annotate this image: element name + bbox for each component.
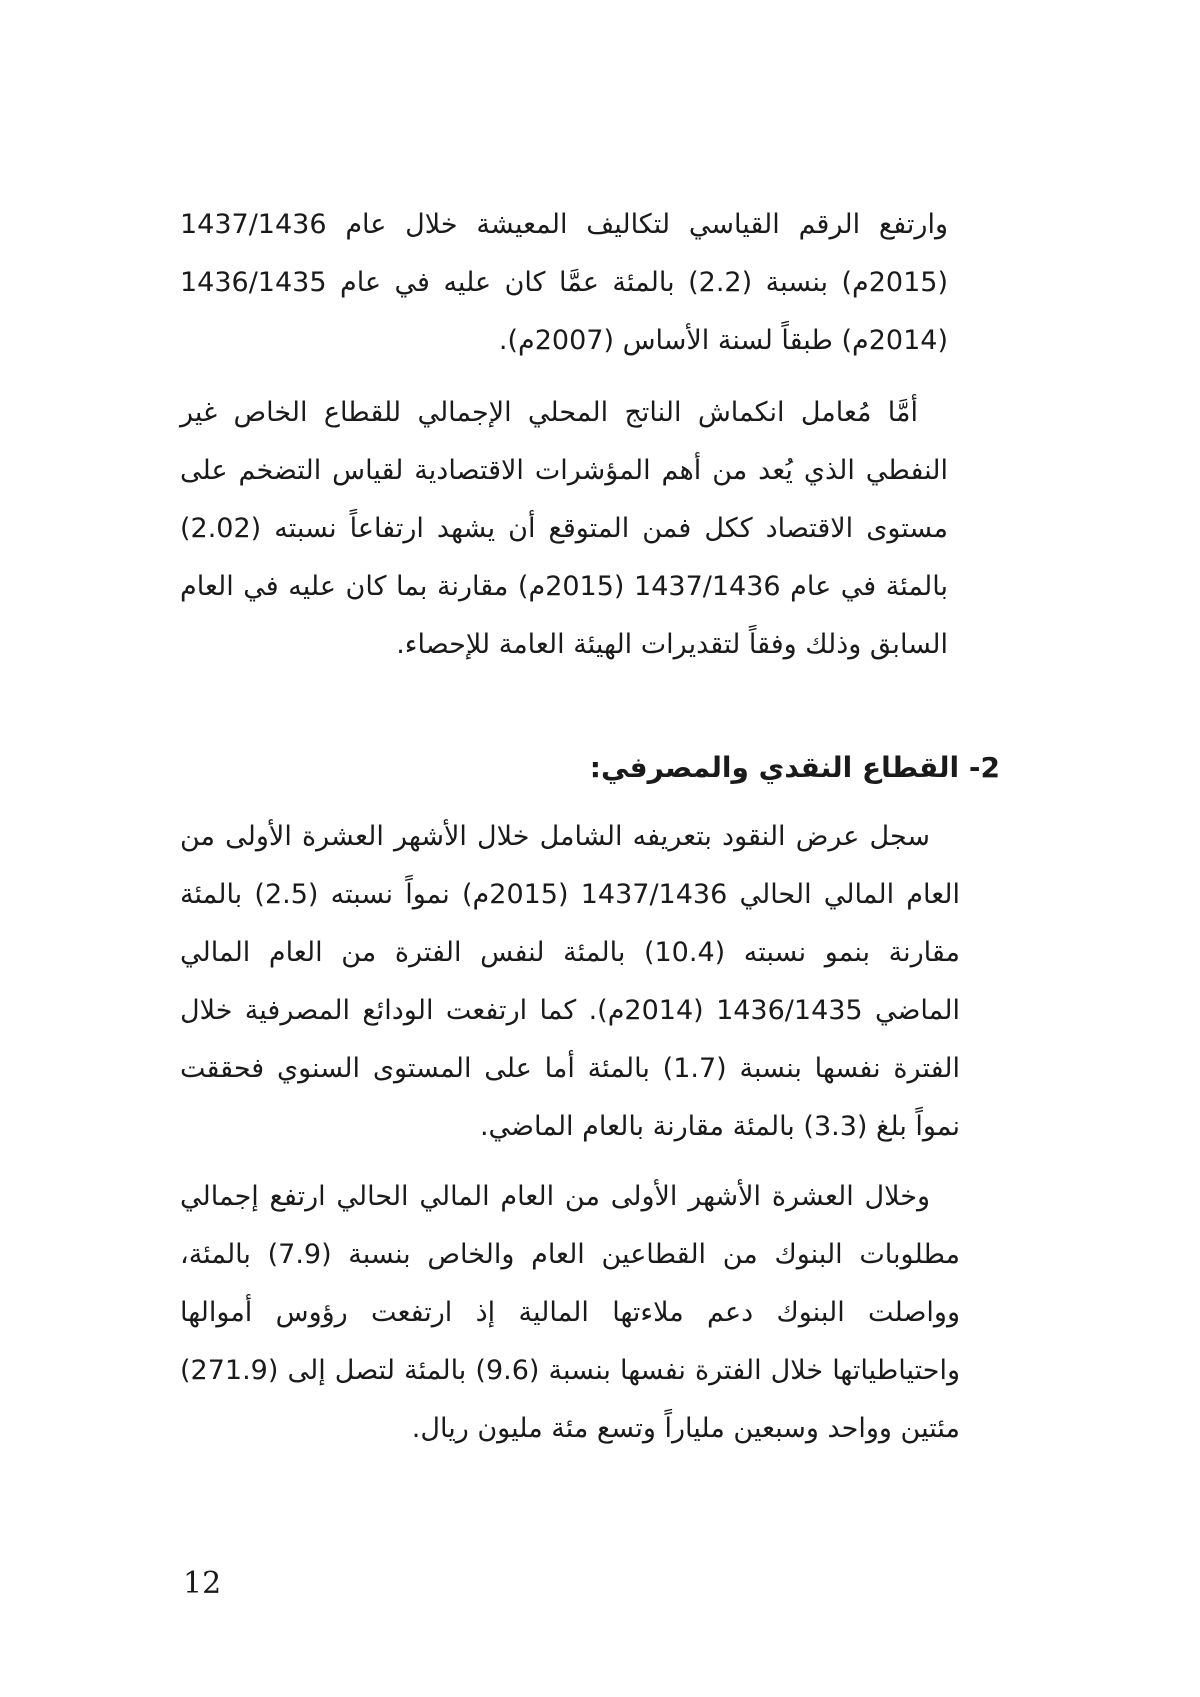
cost-of-living-paragraph: وارتفع الرقم القياسي لتكاليف المعيشة خلال عام 1437/1436 (2015م) بنسبة (2.2) بالمئة عمَّا كان عليه في عام 1436/1435 (2014م) طبقاً لسنة الأساس (2007م). [180, 209, 948, 356]
inflation-section [180, 196, 948, 674]
section-heading-monetary-banking: 2- القطاع النقدي والمصرفي: [589, 751, 1000, 784]
monetary-banking-section [180, 808, 960, 1458]
bank-claims-paragraph: وخلال العشرة الأشهر الأولى من العام المالي الحالي ارتفع إجمالي مطلوبات البنوك من القطاعين العام والخاص بنسبة (7.9) بالمئة، وواصلت البنوك دعم ملاءتها المالية إذ ارتفعت رؤوس أموالها واحتياطياتها خلال الفترة نفسها بنسبة (9.6) بالمئة لتصل إلى (271.9) مئتين وواحد وسبعين ملياراً وتسع مئة مليون ريال. [180, 1181, 961, 1444]
page-number: 12 [183, 1566, 222, 1601]
money-supply-paragraph: سجل عرض النقود بتعريفه الشامل خلال الأشهر العشرة الأولى من العام المالي الحالي 1437/1436 (2015م) نمواً نسبته (2.5) بالمئة مقارنة بنمو نسبته (10.4) بالمئة لنفس الفترة من العام المالي الماضي 1436/1435 (2014م). كما ارتفعت الودائع المصرفية خلال الفترة نفسها بنسبة (1.7) بالمئة أما على المستوى السنوي فحققت نمواً بلغ (3.3) بالمئة مقارنة بالعام الماضي. [180, 821, 960, 1142]
gdp-deflator-paragraph: أمَّا مُعامل انكماش الناتج المحلي الإجمالي للقطاع الخاص غير النفطي الذي يُعد من أهم المؤشرات الاقتصادية لقياس التضخم على مستوى الاقتصاد ككل فمن المتوقع أن يشهد ارتفاعاً نسبته (2.02) بالمئة في عام 1437/1436 (2015م) مقارنة بما كان عليه في العام السابق وذلك وفقاً لتقديرات الهيئة العامة للإحصاء. [180, 397, 948, 660]
